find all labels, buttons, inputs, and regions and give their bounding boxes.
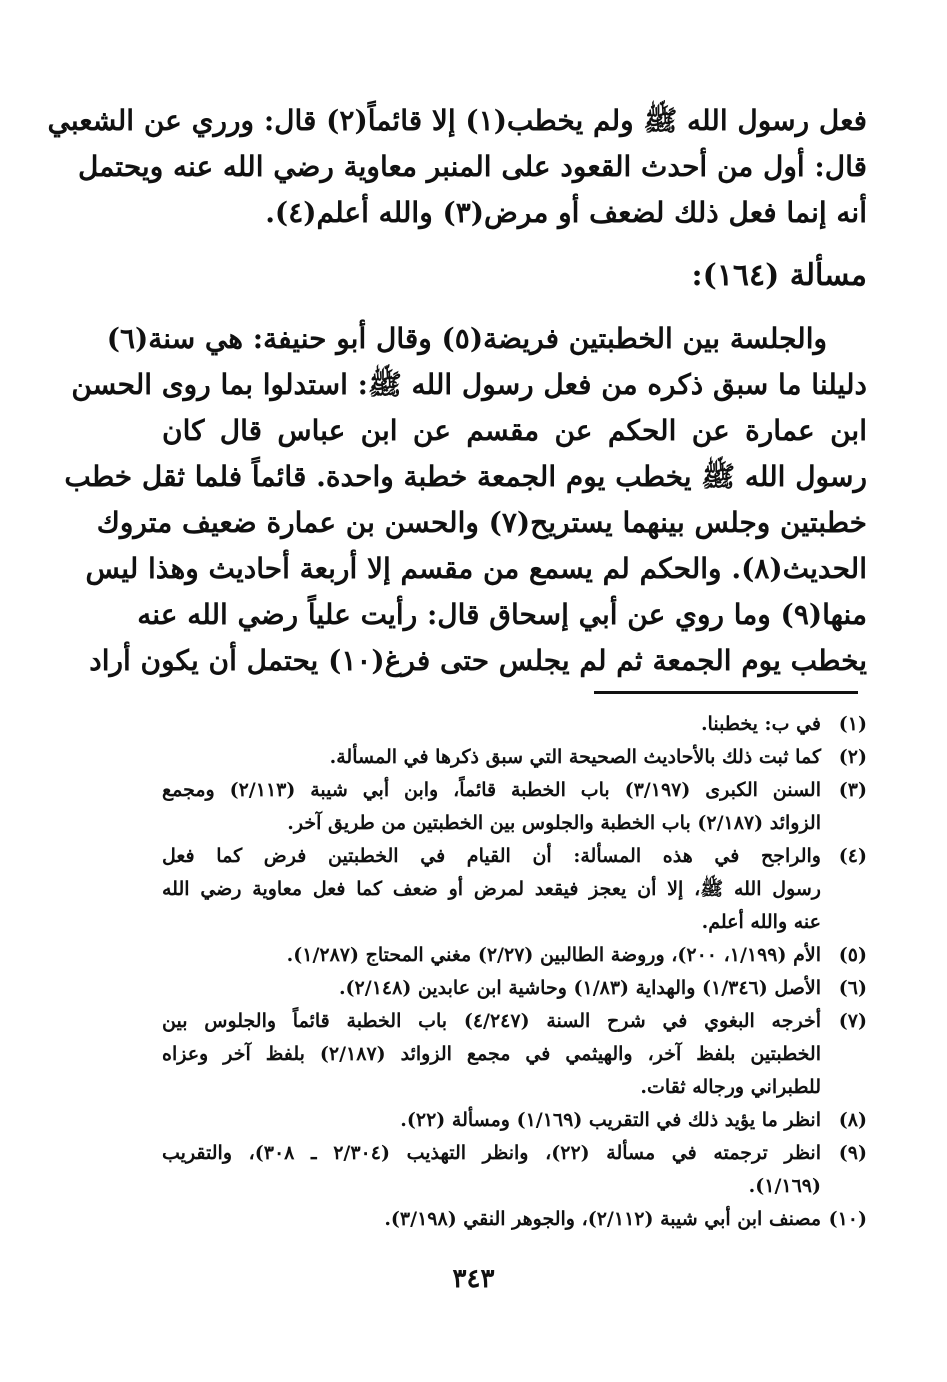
footnote-number: (٩) <box>838 1142 867 1164</box>
footnote-separator <box>594 691 858 694</box>
body-line: ابن عمارة عن الحكم عن مقسم عن ابن عباس قال كان <box>162 414 867 447</box>
body-line: الحديث(٨). والحكم لم يسمع من مقسم إلا أربعة أحاديث وهذا ليس <box>85 552 867 585</box>
footnote-line: مصنف ابن أبي شيبة (٢/١١٢)، والجوهر النقي (٣/١٩٨). <box>384 1208 821 1230</box>
footnote-line: انظر ترجمته في مسألة (٢٢)، وانظر التهذيب (٢/٣٠٤ ـ ٣٠٨)، والتقريب <box>162 1142 821 1164</box>
footnote <box>162 939 867 972</box>
footnote <box>162 1203 867 1236</box>
footnote-number: (٢) <box>838 746 867 768</box>
body-line: والجلسة بين الخطبتين فريضة(٥) وقال أبو حنيفة: هي سنة(٦) <box>106 322 827 355</box>
footnote <box>162 972 867 1005</box>
footnote-number: (١٠) <box>828 1208 867 1230</box>
footnote-line: للطبراني ورجاله ثقات. <box>640 1076 821 1098</box>
footnote-line: الأصل (١/٣٤٦) والهداية (١/٨٣) وحاشية ابن عابدين (٢/١٤٨). <box>338 977 821 999</box>
body-line: قال: أول من أحدث القعود على المنبر معاوية رضي الله عنه ويحتمل <box>78 150 867 183</box>
body-line: فعل رسول الله ﷺ ولم يخطب(١) إلا قائماً(٢) قال: ورري عن الشعبي <box>47 104 867 137</box>
body-line: دليلنا ما سبق ذكره من فعل رسول الله ﷺ: استدلوا بما روى الحسن <box>71 368 867 401</box>
footnote-line: الزوائد (٢/١٨٧) باب الخطبة والجلوس بين الخطبتين من طريق آخر. <box>287 812 821 834</box>
footnote-number: (٣) <box>838 779 867 801</box>
footnote <box>162 708 867 741</box>
body-line: أنه إنما فعل ذلك لضعف أو مرض(٣) والله أعلم(٤). <box>265 196 867 229</box>
intro-paragraph <box>47 98 867 236</box>
footnote-line: والراجح في هذه المسألة: أن القيام في الخطبتين فرض كما فعل <box>162 845 821 867</box>
footnote-number: (١) <box>838 713 867 735</box>
footnote-line: انظر ما يؤيد ذلك في التقريب (١/١٦٩) ومسألة (٢٢). <box>400 1109 821 1131</box>
footnote-number: (٥) <box>838 944 867 966</box>
footnote-line: عنه والله أعلم. <box>701 911 821 933</box>
footnote-number: (٧) <box>838 1010 867 1032</box>
footnote <box>162 1137 867 1203</box>
section-heading: مسألة (١٦٤): <box>691 258 867 293</box>
footnote <box>162 741 867 774</box>
page-number: ٣٤٣ <box>452 1264 495 1294</box>
body-line: رسول الله ﷺ يخطب يوم الجمعة خطبة واحدة. قائماً فلما ثقل خطب <box>64 460 867 493</box>
footnote-line: رسول الله ﷺ، إلا أن يعجز فيقعد لمرض أو ضعف كما فعل معاوية رضي الله <box>162 878 821 900</box>
footnote <box>162 774 867 840</box>
footnote-line: كما ثبت ذلك بالأحاديث الصحيحة التي سبق ذكرها في المسألة. <box>329 746 821 768</box>
footnote-line: في ب: يخطبنا. <box>700 713 821 735</box>
body-line: خطبتين وجلس بينهما يستريح(٧) والحسن بن عمارة ضعيف متروك <box>96 506 867 539</box>
footnote-number: (٨) <box>838 1109 867 1131</box>
main-paragraph <box>64 316 867 684</box>
footnote-line: الخطبتين بلفظ آخر، والهيثمي في مجمع الزوائد (٢/١٨٧) بلفظ آخر وعزاه <box>162 1043 821 1065</box>
footnote <box>162 1104 867 1137</box>
footnote-line: أخرجه البغوي في شرح السنة (٤/٢٤٧) باب الخطبة قائماً والجلوس بين <box>162 1010 822 1032</box>
footnote-line: السنن الكبرى (٣/١٩٧) باب الخطبة قائماً، وابن أبي شيبة (٢/١١٣) ومجمع <box>162 779 821 801</box>
footnote-line: (١/١٦٩). <box>748 1175 821 1197</box>
footnotes <box>162 708 867 1236</box>
body-line: منها(٩) وما روي عن أبي إسحاق قال: رأيت علياً رضي الله عنه <box>137 598 867 631</box>
footnote-number: (٦) <box>838 977 867 999</box>
body-line: يخطب يوم الجمعة ثم لم يجلس حتى فرغ(١٠) يحتمل أن يكون أراد <box>89 644 867 677</box>
footnote-line: الأم (١/١٩٩، ٢٠٠)، وروضة الطالبين (٢/٢٧) مغني المحتاج (١/٢٨٧). <box>286 944 821 966</box>
footnote <box>162 1005 867 1104</box>
footnote-number: (٤) <box>838 845 867 867</box>
footnote <box>162 840 867 939</box>
